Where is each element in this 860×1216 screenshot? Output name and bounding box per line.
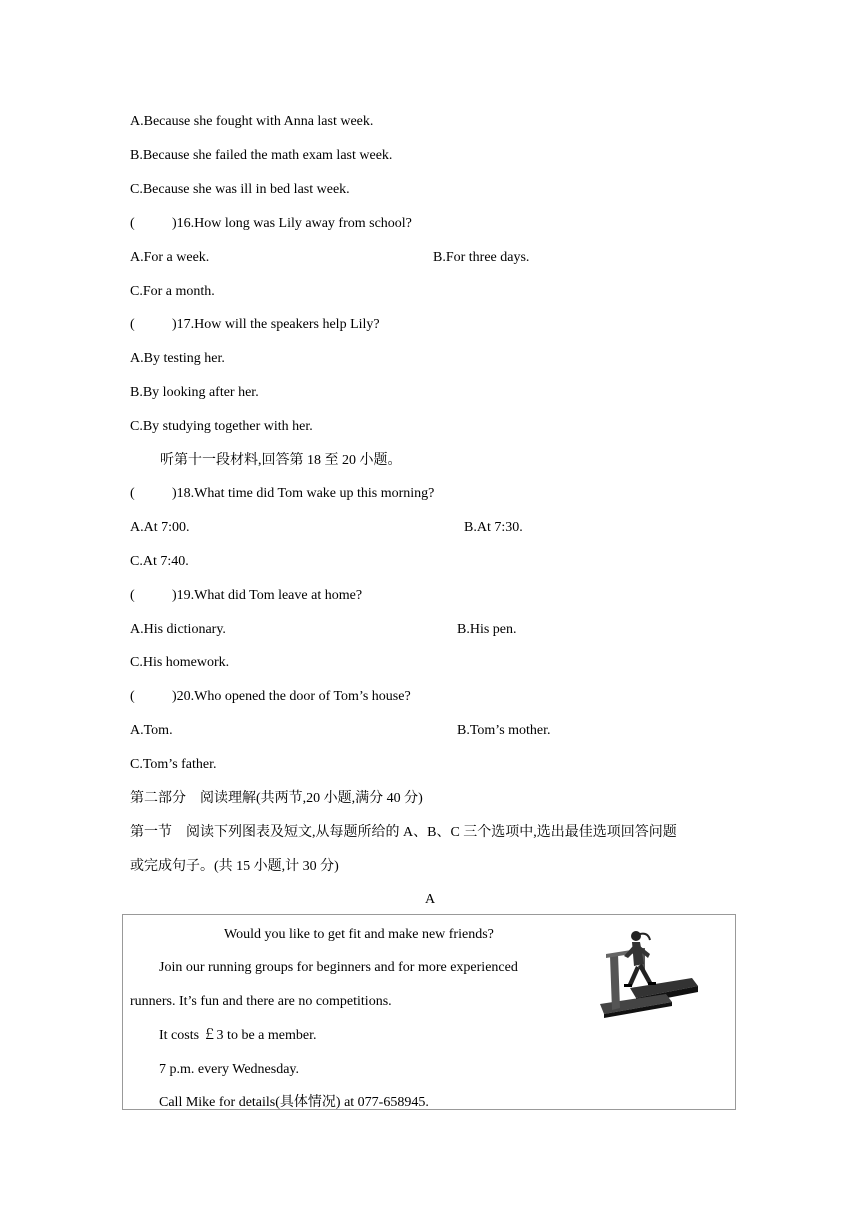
q18-text: )18.What time did Tom wake up this morning?: [172, 486, 435, 501]
section1-instructions: 第一节 阅读下列图表及短文,从每题所给的 A、B、C 三个选项中,选出最佳选项回答问题: [130, 825, 677, 840]
q19-text: )19.What did Tom leave at home?: [172, 588, 363, 603]
q15-option-b: B.Because she failed the math exam last week.: [130, 148, 393, 163]
q20-option-a: A.Tom.: [130, 723, 173, 738]
q16-question: [130, 215, 412, 233]
q17-option-a: A.By testing her.: [130, 351, 225, 366]
q18-option-c: C.At 7:40.: [130, 554, 189, 569]
answer-paren[interactable]: (: [130, 216, 135, 231]
q20-question: [130, 688, 411, 706]
q17-text: )17.How will the speakers help Lily?: [172, 317, 380, 332]
q16-option-b: B.For three days.: [433, 250, 530, 265]
q15-option-a: A.Because she fought with Anna last week.: [130, 114, 374, 129]
q19-question: [130, 587, 362, 605]
ad-line-1: Join our running groups for beginners and for more experienced: [159, 960, 518, 975]
ad-line-4: 7 p.m. every Wednesday.: [159, 1062, 299, 1077]
ad-line-5: Call Mike for details(具体情况) at 077-658945.: [159, 1095, 429, 1110]
q18-option-a: A.At 7:00.: [130, 520, 190, 535]
ad-line-2: runners. It’s fun and there are no competitions.: [130, 994, 392, 1009]
q17-question: [130, 316, 380, 334]
q17-option-b: B.By looking after her.: [130, 385, 259, 400]
answer-paren[interactable]: (: [130, 689, 135, 704]
answer-paren[interactable]: (: [130, 588, 135, 603]
q17-option-c: C.By studying together with her.: [130, 419, 313, 434]
answer-paren[interactable]: (: [130, 317, 135, 332]
ad-line-3: It costs ￡3 to be a member.: [159, 1028, 317, 1043]
answer-paren[interactable]: (: [130, 486, 135, 501]
section1-instructions-cont: 或完成句子。(共 15 小题,计 30 分): [130, 859, 339, 874]
ad-headline: Would you like to get fit and make new friends?: [224, 927, 494, 942]
q20-option-b: B.Tom’s mother.: [457, 723, 551, 738]
q20-option-c: C.Tom’s father.: [130, 757, 217, 772]
part2-title: 第二部分 阅读理解(共两节,20 小题,满分 40 分): [130, 791, 423, 806]
q16-option-c: C.For a month.: [130, 284, 215, 299]
treadmill-runner-icon: [596, 926, 700, 1018]
q15-option-c: C.Because she was ill in bed last week.: [130, 182, 350, 197]
q19-option-b: B.His pen.: [457, 622, 517, 637]
passage-label: A: [424, 892, 436, 907]
q19-option-c: C.His homework.: [130, 655, 230, 670]
q18-option-b: B.At 7:30.: [464, 520, 523, 535]
q18-question: [130, 485, 434, 503]
q16-text: )16.How long was Lily away from school?: [172, 216, 412, 231]
q19-option-a: A.His dictionary.: [130, 622, 226, 637]
q16-option-a: A.For a week.: [130, 250, 210, 265]
q20-text: )20.Who opened the door of Tom’s house?: [172, 689, 411, 704]
section11-note: 听第十一段材料,回答第 18 至 20 小题。: [160, 453, 402, 468]
